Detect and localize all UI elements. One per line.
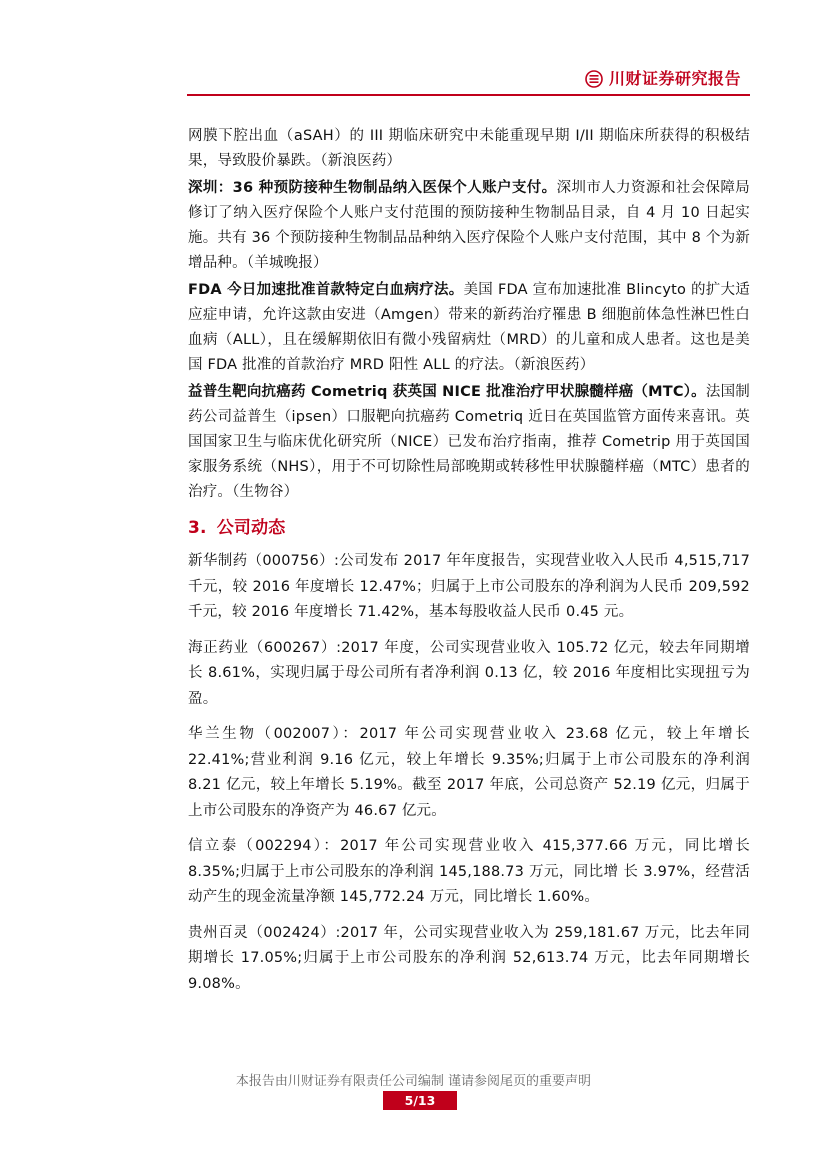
news-headline: 深圳：36 种预防接种生物制品纳入医保个人账户支付。 (188, 180, 557, 196)
paragraph-text: 网膜下腔出血（aSAH）的 III 期临床研究中未能重现早期 I/II 期临床所获得的积极结果，导致股价暴跌。（新浪医药） (188, 128, 750, 169)
company-update: 新华制药（000756）:公司发布 2017 年年度报告，实现营业收入人民币 4,515,717 千元，较 2016 年度增长 12.47%；归属于上市公司股东的净利润为人民币 209,592 千元，较 2016 年度增长 71.42%，基本每股收益人民币 0.45 元。 (188, 553, 750, 620)
news-paragraph (188, 380, 750, 505)
news-headline: FDA 今日加速批准首款特定白血病疗法。 (188, 282, 464, 298)
paragraph-text: 法国制药公司益普生（ipsen）口服靶向抗癌药 Cometriq 近日在英国监管方面传来喜讯。英国国家卫生与临床优化研究所（NICE）已发布治疗指南，推荐 Cometrip 用于英国国家服务系统（NHS），用于不可切除性局部晚期或转移性甲状腺髓样癌（MTC）患者的治疗。（生物谷） (188, 384, 750, 500)
section-number: 3. (188, 518, 207, 538)
news-paragraph (188, 278, 750, 378)
paragraph-text: 美国 FDA 宣布加速批准 Blincyto 的扩大适应症申请，允许这款由安进（Amgen）带来的新药治疗罹患 B 细胞前体急性淋巴性白血病（ALL），且在缓解期依旧有微小残留病灶（MRD）的儿童和成人患者。这也是美国 FDA 批准的首款治疗 MRD 阳性 ALL 的疗法。（新浪医药） (188, 282, 750, 373)
page-number: 5/13 (383, 1091, 457, 1110)
company-update: 贵州百灵（002424）:2017 年，公司实现营业收入为 259,181.67 万元，比去年同期增长 17.05%;归属于上市公司股东的净利润 52,613.74 万元，比去年同期增长 9.08%。 (188, 924, 750, 992)
header-title: 川财证券研究报告 (609, 69, 742, 88)
company-update: 海正药业（600267）:2017 年度，公司实现营业收入 105.72 亿元，较去年同期增长 8.61%，实现归属于母公司所有者净利润 0.13 亿，较 2016 年度相比实现扭亏为盈。 (188, 639, 750, 707)
report-body (188, 124, 750, 1007)
news-paragraph (188, 124, 750, 174)
paragraph-text: 深圳市人力资源和社会保障局修订了纳入医疗保险个人账户支付范围的预防接种生物制品目录，自 4 月 10 日起实施。共有 36 个预防接种生物制品品种纳入医疗保险个人账户支付范围，其中 8 个为新增品种。（羊城晚报） (188, 180, 751, 271)
disclaimer-note: 本报告由川财证券有限责任公司编制 谨请参阅尾页的重要声明 (235, 1074, 592, 1089)
brand-logo-icon (585, 70, 603, 88)
news-paragraph (188, 176, 750, 276)
section-heading (188, 515, 750, 541)
company-update: 华兰生物（002007）：2017 年公司实现营业收入 23.68 亿元，较上年增长 22.41%;营业利润 9.16 亿元，较上年增长 9.35%;归属于上市公司股东的净利润 8.21 亿元，较上年增长 5.19%。截至 2017 年底，公司总资产 52.19 亿元，归属于上市公司股东的净资产为 46.67 亿元。 (188, 726, 750, 819)
section-title: 公司动态 (216, 518, 286, 538)
page-header (187, 68, 750, 98)
company-update: 信立泰（002294）：2017 年公司实现营业收入 415,377.66 万元，同比增长 8.35%;归属于上市公司股东的净利润 145,188.73 万元，同比增 长 3.97%，经营活动产生的现金流量净额 145,772.24 万元，同比增长 1.60%。 (188, 838, 750, 905)
news-headline: 益普生靶向抗癌药 Cometriq 获英国 NICE 批准治疗甲状腺髓样癌（MTC）。 (188, 384, 706, 400)
header-divider (187, 94, 750, 96)
